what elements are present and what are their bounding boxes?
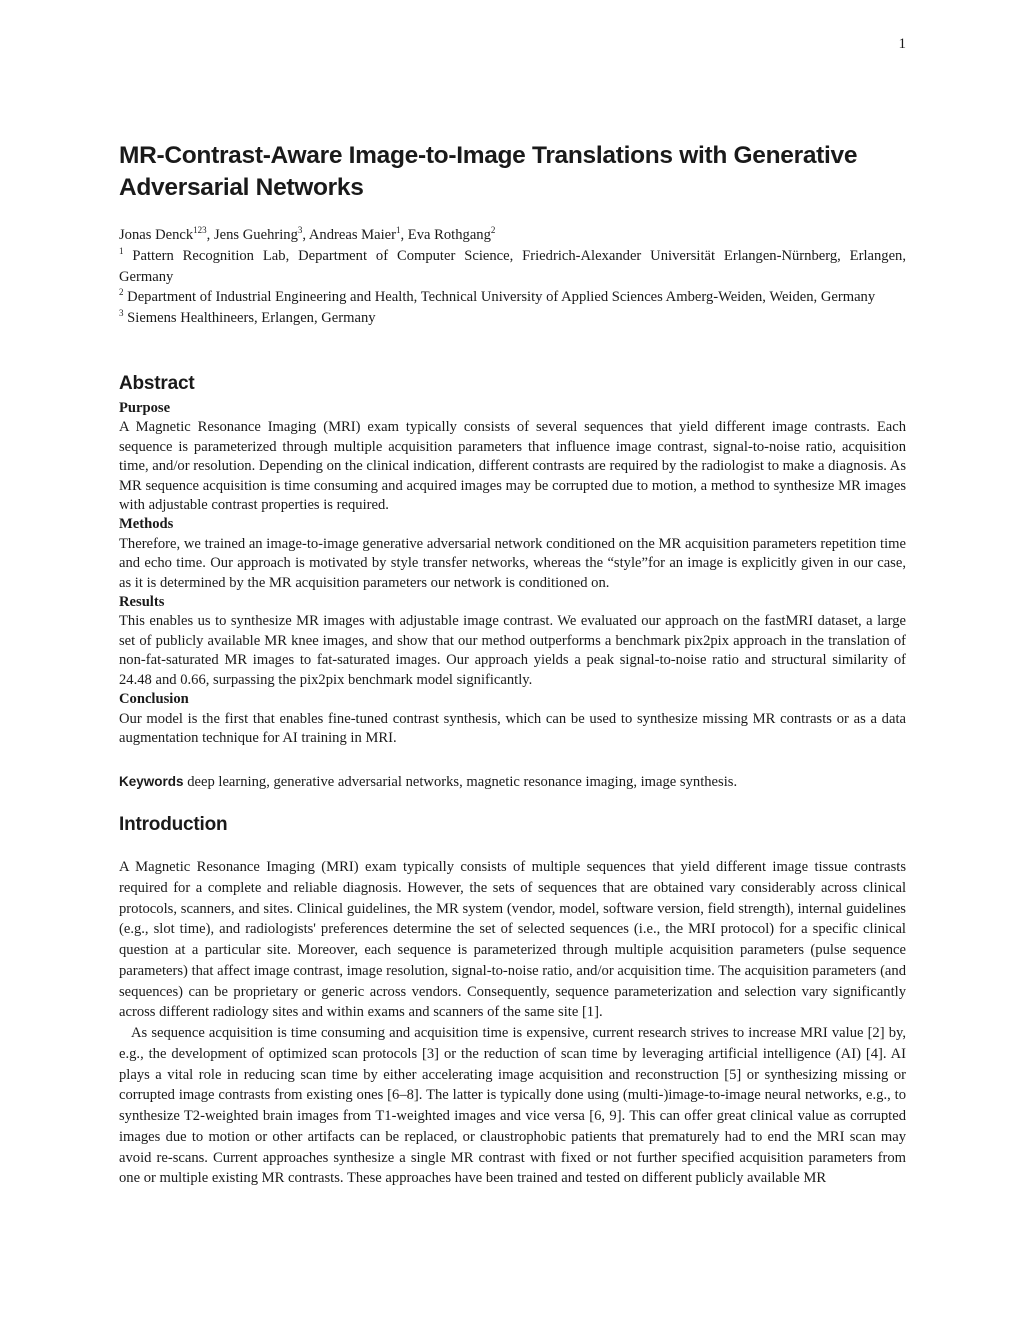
abstract-results-text: This enables us to synthesize MR images with adjustable image contrast. We evaluated our approach on the fastMRI dataset, a large set of publicly available MR knee images, and show that our method outperforms a benchmark pix2pix approach in the translation of non-fat-saturated MR images to fat-saturated images. Our approach yields a peak signal-to-noise ratio and structural similarity of 24.48 and 0.66, surpassing the pix2pix benchmark model significantly.	[119, 613, 906, 688]
author-name: Andreas Maier	[308, 227, 396, 243]
abstract-results-label: Results	[119, 594, 165, 611]
keywords-label: Keywords	[119, 774, 184, 789]
author-name: Eva Rothgang	[407, 227, 491, 243]
introduction-body	[119, 857, 906, 1189]
abstract-conclusion-label: Conclusion	[119, 691, 189, 708]
affiliation	[119, 287, 906, 308]
affiliation	[119, 308, 906, 329]
abstract-methods-label: Methods	[119, 516, 174, 533]
introduction-paragraph: As sequence acquisition is time consuming and acquisition time is expensive, current research strives to increase MRI value [2] by, e.g., the development of optimized scan protocols [3] or the reduction of scan time by leveraging artificial intelligence (AI) [4]. AI plays a vital role in reducing scan time by either accelerating image acquisition and reconstruction [5] or synthesizing missing or corrupted image contrasts from existing ones [6–8]. The latter is typically done using (multi-)image-to-image neural networks, e.g., to synthesize T2-weighted brain images from T1-weighted images and vice versa [6, 9]. This can offer great clinical value as corrupted images due to motion or other artifacts can be replaced, or claustrophobic patients that prematurely had to end the MRI scan may avoid re-scans. Current approaches synthesize a single MR contrast with fixed or not further specified acquisition parameters from one or multiple existing MR contrasts. These approaches have been trained and tested on different publicly available MR	[119, 1025, 906, 1187]
keywords	[119, 772, 906, 792]
author-affiliation-marker: 123	[193, 225, 207, 235]
author-separator: ,	[206, 227, 214, 243]
affiliation-number: 2	[119, 287, 124, 298]
abstract-conclusion-text: Our model is the first that enables fine-tuned contrast synthesis, which can be used to synthesize missing MR contrasts or as a data augmentation technique for AI training in MRI.	[119, 710, 906, 746]
author-separator: ,	[302, 227, 309, 243]
abstract-purpose-text: A Magnetic Resonance Imaging (MRI) exam typically consists of several sequences that yield different image contrasts. Each sequence is parameterized through multiple acquisition parameters that influence image contrast, signal-to-noise ratio, acquisition time, and/or resolution. Depending on the clinical indication, different contrasts are required by the radiologist to make a diagnosis. As MR sequence acquisition is time consuming and acquired images may be corrupted due to motion, a method to synthesize MR images with adjustable contrast properties is required.	[119, 419, 906, 514]
author-block	[119, 225, 906, 329]
keywords-text: deep learning, generative adversarial networks, magnetic resonance imaging, image synthesis.	[187, 774, 738, 790]
affiliation-text: Siemens Healthineers, Erlangen, Germany	[127, 310, 376, 327]
author-name: Jonas Denck	[119, 227, 194, 243]
author-separator: ,	[400, 227, 408, 243]
affiliation-text: Pattern Recognition Lab, Department of Computer Science, Friedrich-Alexander Universität Erlangen-Nürnberg, Erlangen, Germany	[119, 247, 906, 285]
author-affiliation-marker: 3	[297, 225, 303, 235]
affiliation	[119, 246, 906, 288]
author-affiliation-marker: 2	[490, 225, 496, 235]
affiliation-number: 3	[119, 308, 124, 319]
introduction-heading: Introduction	[119, 814, 228, 835]
affiliation-text: Department of Industrial Engineering and Health, Technical University of Applied Sciences Amberg-Weiden, Weiden, Germany	[127, 289, 876, 306]
author-affiliation-marker: 1	[396, 225, 401, 235]
page-number: 1	[898, 36, 906, 52]
abstract-body	[119, 399, 906, 748]
abstract-methods-text: Therefore, we trained an image-to-image generative adversarial network conditioned on the MR acquisition parameters repetition time and echo time. Our approach is motivated by style transfer networks, whereas the “style”for an image is explicitly given in our case, as it is determined by the MR acquisition parameters our network is conditioned on.	[119, 535, 906, 591]
introduction-paragraph: A Magnetic Resonance Imaging (MRI) exam typically consists of multiple sequences that yield different image tissue contrasts required for a complete and reliable diagnosis. However, the sets of sequences that are obtained vary considerably across clinical protocols, scanners, and sites. Clinical guidelines, the MR system (vendor, model, software version, field strength), internal guidelines (e.g., slot time), and radiologists' preferences determine the set of selected sequences (i.e., the MRI protocol) for a specific clinical question at a particular site. Moreover, each sequence is parameterized through multiple acquisition parameters (pulse sequence parameters) that affect image contrast, image resolution, signal-to-noise ratio, and/or acquisition time. The acquisition parameters (and sequences) can be proprietary or generic across vendors. Consequently, sequence parameterization and selection vary significantly across different radiology sites and within exams and scanners of the same site [1].	[119, 859, 906, 1021]
author-list	[119, 225, 906, 246]
affiliation-number: 1	[119, 245, 124, 256]
abstract-purpose-label: Purpose	[119, 400, 171, 416]
abstract-heading: Abstract	[119, 373, 195, 394]
author-name: Jens Guehring	[213, 227, 298, 243]
paper-title: MR-Contrast-Aware Image-to-Image Translations with Generative Adversarial Networks	[119, 142, 858, 201]
